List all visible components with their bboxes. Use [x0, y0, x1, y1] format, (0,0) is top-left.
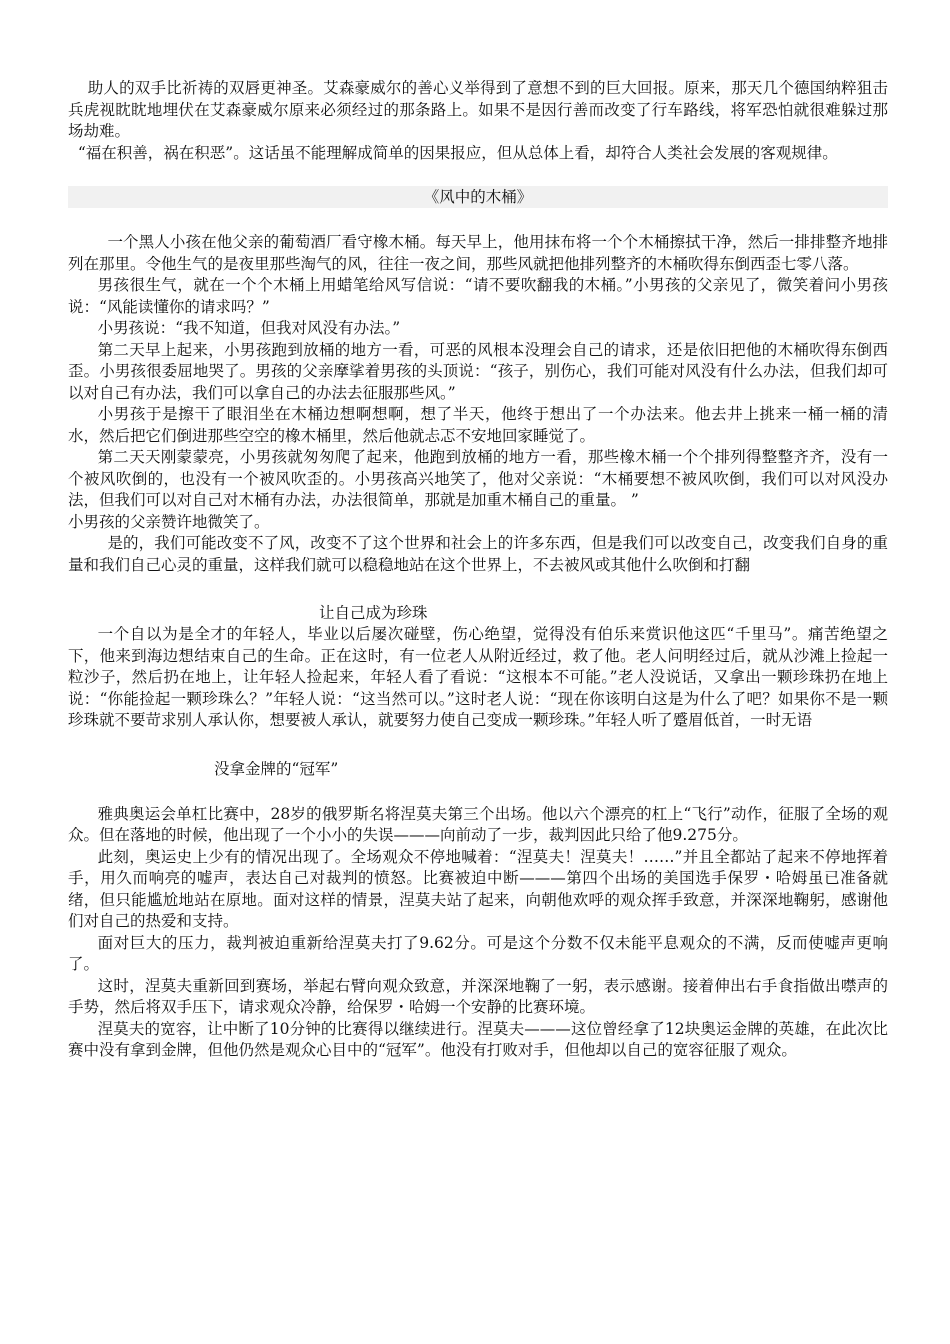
intro-section	[68, 78, 888, 164]
barrel-paragraph: 一个黑人小孩在他父亲的葡萄酒厂看守橡木桶。每天早上，他用抹布将一个个木桶擦拭干净，然后一排排整齐地排列在那里。令他生气的是夜里那些淘气的风，往往一夜之间，那些风就把他排列整齐的木桶吹得东倒西歪七零八落。	[68, 233, 888, 273]
champion-story-section	[68, 758, 888, 1062]
pearl-story-title: 让自己成为珍珠	[319, 604, 428, 622]
barrel-paragraph: 第二天早上起来，小男孩跑到放桶的地方一看，可恶的风根本没理会自己的请求，还是依旧把他的木桶吹得东倒西歪。小男孩很委屈地哭了。男孩的父亲摩挲着男孩的头顶说：“孩子，别伤心，我们可能对风没有什么办法，但我们却可以对自己有办法，我们可以拿自己的办法去征服那些风。”	[68, 340, 888, 402]
barrel-story-section	[68, 186, 888, 576]
barrel-paragraph: 小男孩的父亲赞许地微笑了。	[68, 512, 270, 531]
barrel-paragraph: 是的，我们可能改变不了风，改变不了这个世界和社会上的许多东西，但是我们可以改变自己，改变我们自身的重量和我们自己心灵的重量，这样我们就可以稳稳地站在这个世界上，不去被风或其他什么吹倒和打翻	[68, 534, 888, 574]
barrel-paragraph: 小男孩说：“我不知道，但我对风没有办法。”	[97, 319, 401, 337]
barrel-paragraph: 第二天天刚蒙蒙亮，小男孩就匆匆爬了起来，他跑到放桶的地方一看，那些橡木桶一个个排列得整整齐齐，没有一个被风吹倒的，也没有一个被风吹歪的。小男孩高兴地笑了，他对父亲说：“木桶要想不被风吹倒，我们可以对风没办法，但我们可以对自己对木桶有办法，办法很简单，那就是加重木桶自己的重量。 ”	[68, 448, 888, 509]
champion-paragraph: 雅典奥运会单杠比赛中，28岁的俄罗斯名将涅莫夫第三个出场。他以六个漂亮的杠上“飞行”动作，征服了全场的观众。但在落地的时候，他出现了一个小小的失误———向前动了一步，裁判因此只给了他9.275分。	[68, 804, 888, 844]
intro-paragraph: 助人的双手比祈祷的双唇更神圣。艾森豪威尔的善心义举得到了意想不到的巨大回报。原来，那天几个德国纳粹狙击兵虎视眈眈地埋伏在艾森豪威尔原来必须经过的那条路上。如果不是因行善而改变了行车路线，将军恐怕就很难躲过那场劫难。	[68, 79, 888, 140]
barrel-paragraph: 男孩很生气，就在一个个木桶上用蜡笔给风写信说：“请不要吹翻我的木桶。”小男孩的父亲见了，微笑着问小男孩说：“风能读懂你的请求吗？”	[68, 276, 888, 316]
champion-paragraph: 面对巨大的压力，裁判被迫重新给涅莫夫打了9.62分。可是这个分数不仅未能平息观众的不满，反而使嘘声更响了。	[68, 933, 888, 973]
champion-paragraph: 这时，涅莫夫重新回到赛场，举起右臂向观众致意，并深深地鞠了一躬，表示感谢。接着伸出右手食指做出噤声的手势，然后将双手压下，请求观众冷静，给保罗・哈姆一个安静的比赛环境。	[68, 976, 888, 1016]
barrel-story-title: 《风中的木桶》	[68, 186, 888, 208]
champion-paragraph: 此刻，奥运史上少有的情况出现了。全场观众不停地喊着：“涅莫夫！涅莫夫！……”并且全都站了起来不停地挥着手，用久而响亮的嘘声，表达自己对裁判的愤怒。比赛被迫中断———第四个出场的美国选手保罗・哈姆虽已准备就绪，但只能尴尬地站在原地。面对这样的情景，涅莫夫站了起来，向朝他欢呼的观众挥手致意，并深深地鞠躬，感谢他们对自己的热爱和支持。	[68, 847, 888, 930]
pearl-paragraph: 一个自以为是全才的年轻人，毕业以后屡次碰壁，伤心绝望，觉得没有伯乐来赏识他这匹“千里马”。痛苦绝望之下，他来到海边想结束自己的生命。正在这时，有一位老人从附近经过，救了他。老人问明经过后，就从沙滩上捡起一粒沙子，然后扔在地上，让年轻人捡起来，年轻人看了看说：“这根本不可能。”老人没说话，又拿出一颗珍珠扔在地上说：“你能捡起一颗珍珠么？”年轻人说：“这当然可以。”这时老人说：“现在你该明白这是为什么了吧？如果你不是一颗珍珠就不要苛求别人承认你，想要被人承认，就要努力使自己变成一颗珍珠。”年轻人听了蹙眉低首，一时无语	[68, 625, 888, 729]
pearl-story-section	[68, 602, 888, 732]
champion-story-title: 没拿金牌的“冠军”	[214, 759, 339, 778]
intro-paragraph: “福在积善，祸在积恶”。这话虽不能理解成简单的因果报应，但从总体上看，却符合人类社会发展的客观规律。	[77, 143, 838, 162]
barrel-paragraph: 小男孩于是擦干了眼泪坐在木桶边想啊想啊，想了半天，他终于想出了一个办法来。他去井上挑来一桶一桶的清水，然后把它们倒进那些空空的橡木桶里，然后他就忐忑不安地回家睡觉了。	[68, 405, 888, 445]
document-page	[68, 78, 888, 1062]
champion-paragraph: 涅莫夫的宽容，让中断了10分钟的比赛得以继续进行。涅莫夫———这位曾经拿了12块奥运金牌的英雄，在此次比赛中没有拿到金牌，但他仍然是观众心目中的“冠军”。他没有打败对手，但他却以自己的宽容征服了观众。	[68, 1019, 888, 1059]
